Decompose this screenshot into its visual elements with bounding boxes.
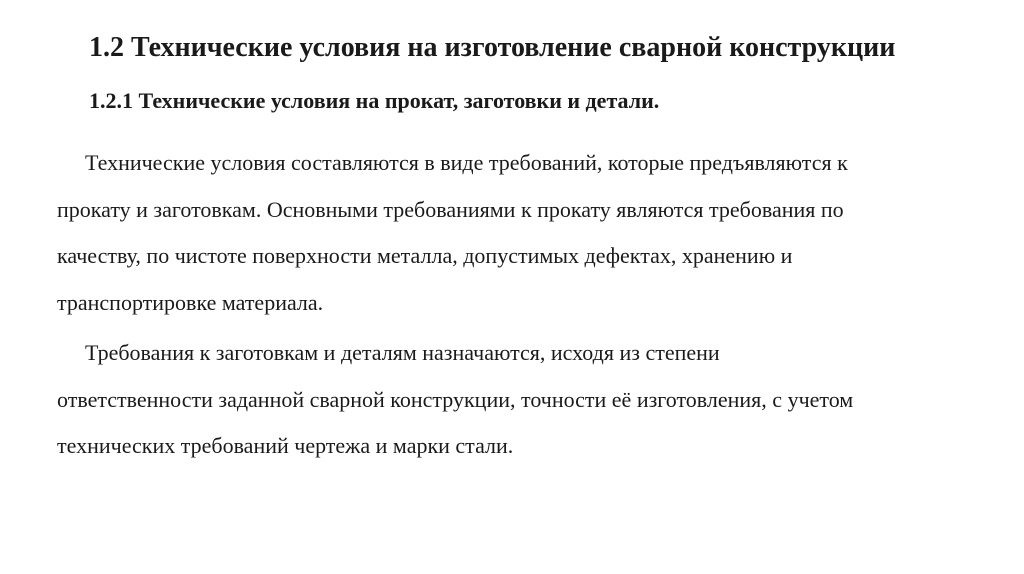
paragraph-line: технических требований чертежа и марки стали. [57,433,514,458]
paragraph-1 [57,140,987,326]
paragraph-line: качеству, по чистоте поверхности металла, допустимых дефектах, хранению и [57,243,793,268]
paragraph-2 [57,330,987,470]
paragraph-line: прокату и заготовкам. Основными требованиями к прокату являются требования по [57,196,844,222]
paragraph-line: Требования к заготовкам и деталям назначаются, исходя из степени [85,340,720,365]
paragraph-line: транспортировке материала. [57,289,324,315]
page-title: 1.2 Технические условия на изготовление сварной конструкции [89,32,896,63]
section-subtitle: 1.2.1 Технические условия на прокат, заготовки и детали. [89,88,660,113]
paragraph-line: ответственности заданной сварной конструкции, точности её изготовления, с учетом [57,386,854,412]
paragraph-line: Технические условия составляются в виде требований, которые предъявляются к [85,150,848,175]
